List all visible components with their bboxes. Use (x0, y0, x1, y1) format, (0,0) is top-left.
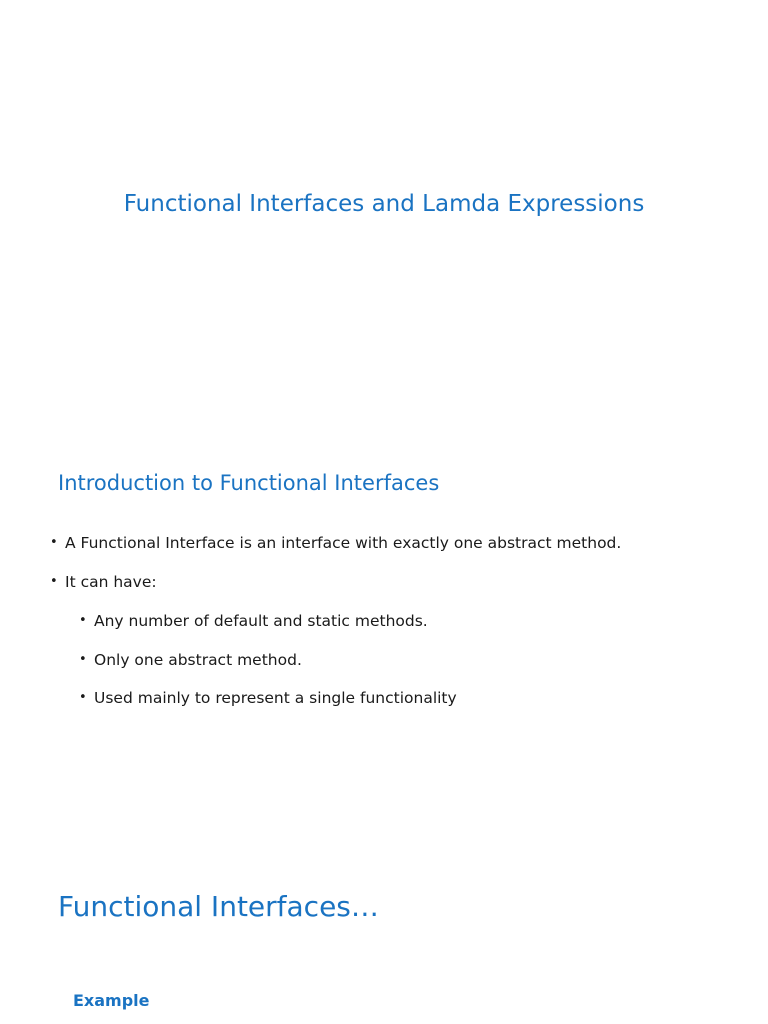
example-label: Example (73, 991, 150, 1010)
bullet-text: Any number of default and static methods. (94, 612, 428, 630)
bullet-dot-icon: • (79, 690, 87, 705)
bullet-item (50, 569, 157, 595)
bullet-dot-icon: • (79, 613, 87, 628)
section-heading-introduction: Introduction to Functional Interfaces (58, 471, 440, 495)
bullet-dot-icon: • (79, 652, 87, 667)
sub-bullet-item (79, 685, 457, 711)
sub-bullet-item (79, 647, 302, 673)
sub-bullet-item (79, 608, 428, 634)
bullet-text: Only one abstract method. (94, 651, 302, 669)
bullet-dot-icon: • (50, 574, 58, 589)
bullet-text: Used mainly to represent a single functionality (94, 689, 457, 707)
bullet-item (50, 530, 622, 556)
section-heading-functional-interfaces: Functional Interfaces… (58, 890, 379, 923)
bullet-text: A Functional Interface is an interface with exactly one abstract method. (65, 534, 622, 552)
bullet-dot-icon: • (50, 535, 58, 550)
slide-title: Functional Interfaces and Lamda Expressions (123, 191, 645, 217)
bullet-text: It can have: (65, 573, 157, 591)
